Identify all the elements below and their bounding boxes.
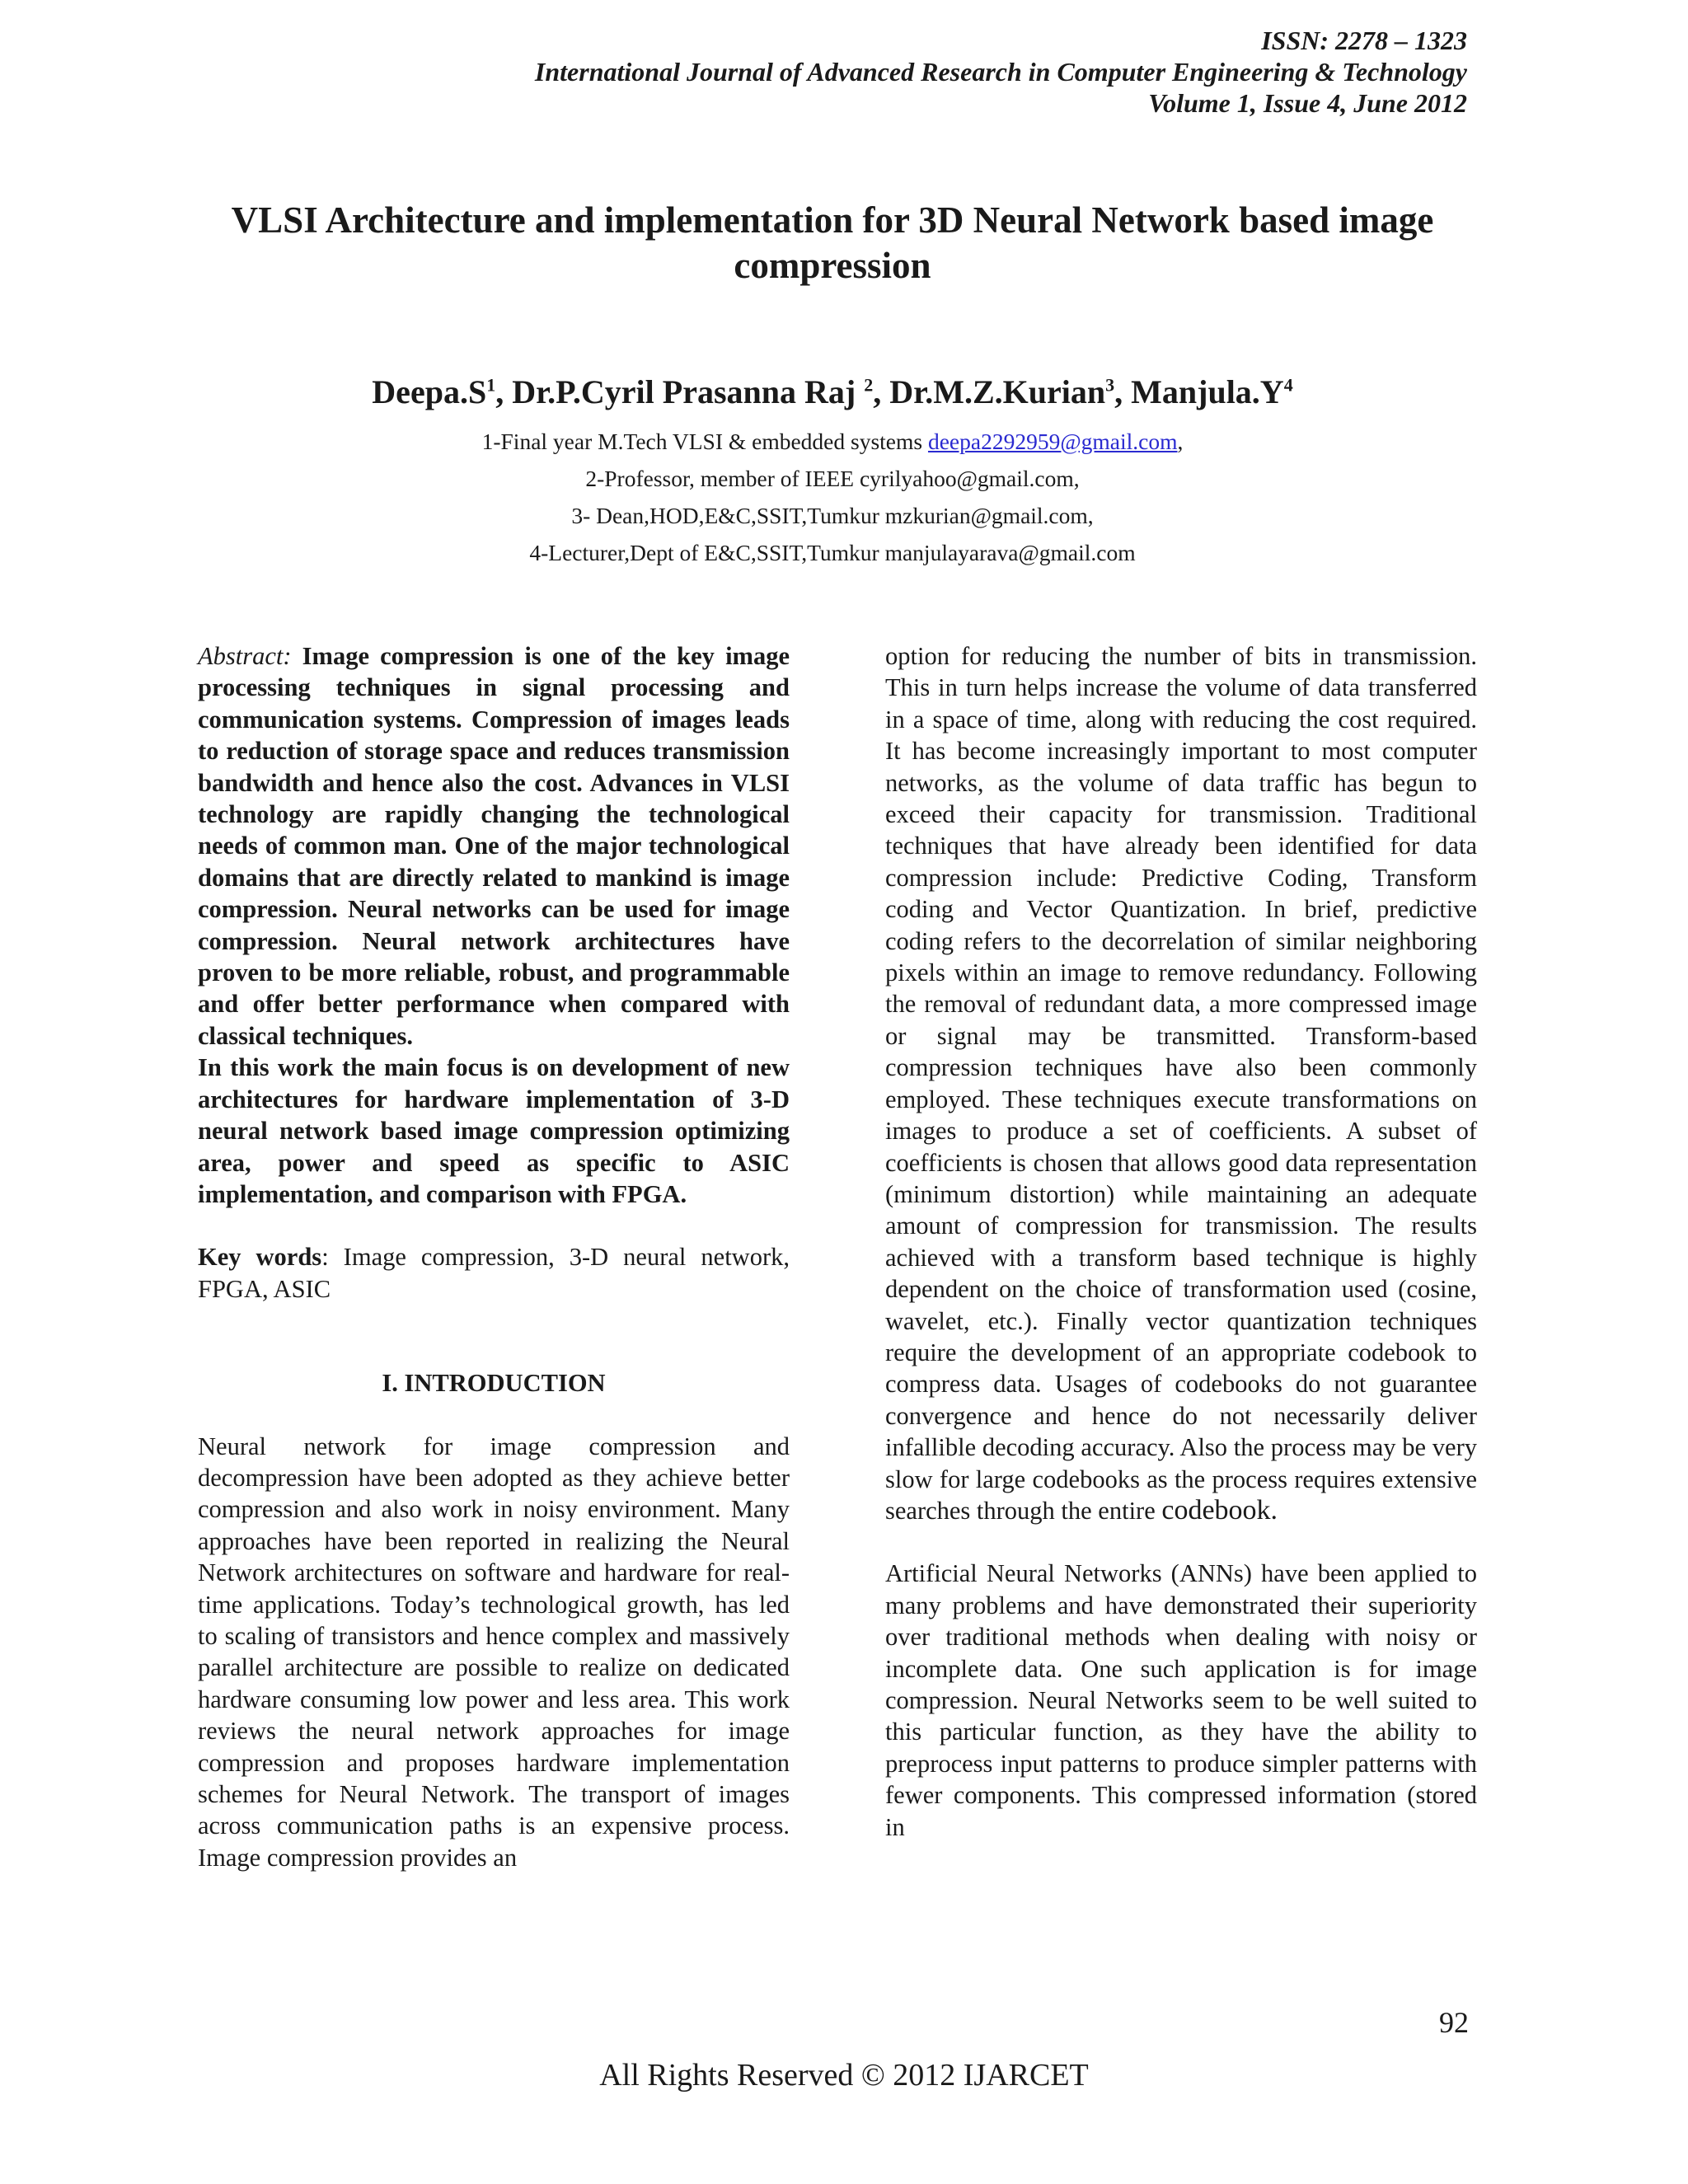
- affiliation-4: 4-Lecturer,Dept of E&C,SSIT,Tumkur manjulayarava@gmail.com: [529, 540, 1136, 565]
- journal-name: International Journal of Advanced Research in Computer Engineering & Technology: [534, 57, 1467, 87]
- body-paragraph: Artificial Neural Networks (ANNs) have been applied to many problems and have demonstrated their superiority over traditional methods when dealing with noisy or incomplete data. One such application is for image compression. Neural Networks seem to be well suited to this particular function, as they have the ability to preprocess input patterns to produce simpler patterns with fewer components. This compressed information (stored in: [885, 1559, 1477, 1841]
- introduction-paragraph: Neural network for image compression and decompression have been adopted as they achieve better compression and also work in noisy environment. Many approaches have been reported in realizing the Neural Network architectures on software and hardware for real-time applications. Today’s technological growth, has led to scaling of transistors and hence complex and massively parallel architecture are possible to realize on dedicated hardware consuming low power and less area. This work reviews the neural network approaches for image compression and proposes hardware implementation schemes for Neural Network. The transport of images across communication paths is an expensive process. Image compression provides an: [198, 1432, 790, 1872]
- volume-issue: Volume 1, Issue 4, June 2012: [1148, 88, 1467, 118]
- affiliation-1: [198, 423, 1467, 460]
- abstract-body: Image compression is one of the key image processing techniques in signal processing and communication systems. Compression of images leads to reduction of storage space and reduces transmission bandwidth and hence also the cost. Advances in VLSI technology are rapidly changing the technological needs of common man. One of the major technological domains that are directly related to mankind is image compression. Neural networks can be used for image compression. Neural network architectures have proven to be more reliable, robust, and programmable and offer better performance when compared with classical techniques.: [198, 642, 790, 1050]
- author-name: Dr.M.Z.Kurian: [889, 373, 1106, 410]
- affiliations: [198, 423, 1467, 571]
- email-link[interactable]: deepa2292959@gmail.com: [927, 429, 1178, 454]
- abstract-paragraph: [198, 640, 790, 1052]
- body-paragraph-last-word: codebook.: [1161, 1494, 1278, 1526]
- affiliation-2: 2-Professor, member of IEEE cyrilyahoo@gmail.com,: [585, 466, 1080, 491]
- issn: ISSN: 2278 – 1323: [1261, 26, 1467, 55]
- author-list: [198, 373, 1467, 412]
- keywords-label: Key words: [198, 1243, 322, 1272]
- affiliation-1-text: 1-Final year M.Tech VLSI & embedded systems: [481, 429, 928, 454]
- abstract-paragraph-2: In this work the main focus is on development of new architectures for hardware implementation of 3-D neural network based image compression optimizing area, power and speed as specific to ASIC implementation, and comparison with FPGA.: [198, 1053, 790, 1208]
- author-separator: ,: [873, 373, 890, 410]
- author-affiliation-mark: 2: [864, 374, 874, 396]
- copyright-footer: All Rights Reserved © 2012 IJARCET: [599, 2058, 1089, 2093]
- author-name: Deepa.S: [372, 373, 487, 410]
- left-column: [198, 640, 790, 1873]
- paper-title: [190, 198, 1475, 288]
- title-line-2: compression: [734, 245, 931, 286]
- keywords: [198, 1241, 790, 1305]
- section-heading-introduction: I. INTRODUCTION: [382, 1369, 606, 1398]
- author-name: Dr.P.Cyril Prasanna Raj: [512, 373, 865, 410]
- right-column: [885, 640, 1477, 1843]
- author-separator: ,: [1114, 373, 1132, 410]
- body-paragraph-text: option for reducing the number of bits in transmission. This in turn helps increase the volume of data transferred in a space of time, along with reducing the cost required. It has become increasingly important to most computer networks, as the volume of data traffic has begun to exceed their capacity for transmission. Traditional techniques that have already been identified for data compression include: Predictive Coding, Transform coding and Vector Quantization. In brief, predictive coding refers to the decorrelation of similar neighboring pixels within an image to remove redundancy. Following the removal of redundant data, a more compressed image or signal may be transmitted. Transform-based compression techniques have also been commonly employed. These techniques execute transformations on images to produce a set of coefficients. A subset of coefficients is chosen that allows good data representation (minimum distortion) while maintaining an adequate amount of compression for transmission. The results achieved with a transform based technique is highly dependent on the choice of transformation used (cosine, wavelet, etc.). Finally vector quantization techniques require the development of an appropriate codebook to compress data. Usages of codebooks do not guarantee convergence and hence do not necessarily deliver infallible decoding accuracy. Also the process may be very slow for large codebooks as the process requires extensive searches through the entire: [885, 642, 1477, 1525]
- author-name: Manjula.Y: [1131, 373, 1284, 410]
- journal-header: [535, 25, 1467, 119]
- page-number: 92: [1439, 2006, 1469, 2039]
- author-separator: ,: [495, 373, 513, 410]
- author-affiliation-mark: 3: [1105, 374, 1115, 396]
- abstract-label: Abstract:: [198, 642, 292, 670]
- keywords-text: : Image compression, 3-D neural network, FPGA, ASIC: [198, 1243, 790, 1303]
- title-line-1: VLSI Architecture and implementation for 3D Neural Network based image: [231, 199, 1434, 241]
- affiliation-1-tail: ,: [1177, 429, 1184, 454]
- author-affiliation-mark: 1: [486, 374, 496, 396]
- body-paragraph: [885, 640, 1477, 1526]
- affiliation-3: 3- Dean,HOD,E&C,SSIT,Tumkur mzkurian@gmail.com,: [571, 503, 1094, 528]
- author-affiliation-mark: 4: [1283, 374, 1293, 396]
